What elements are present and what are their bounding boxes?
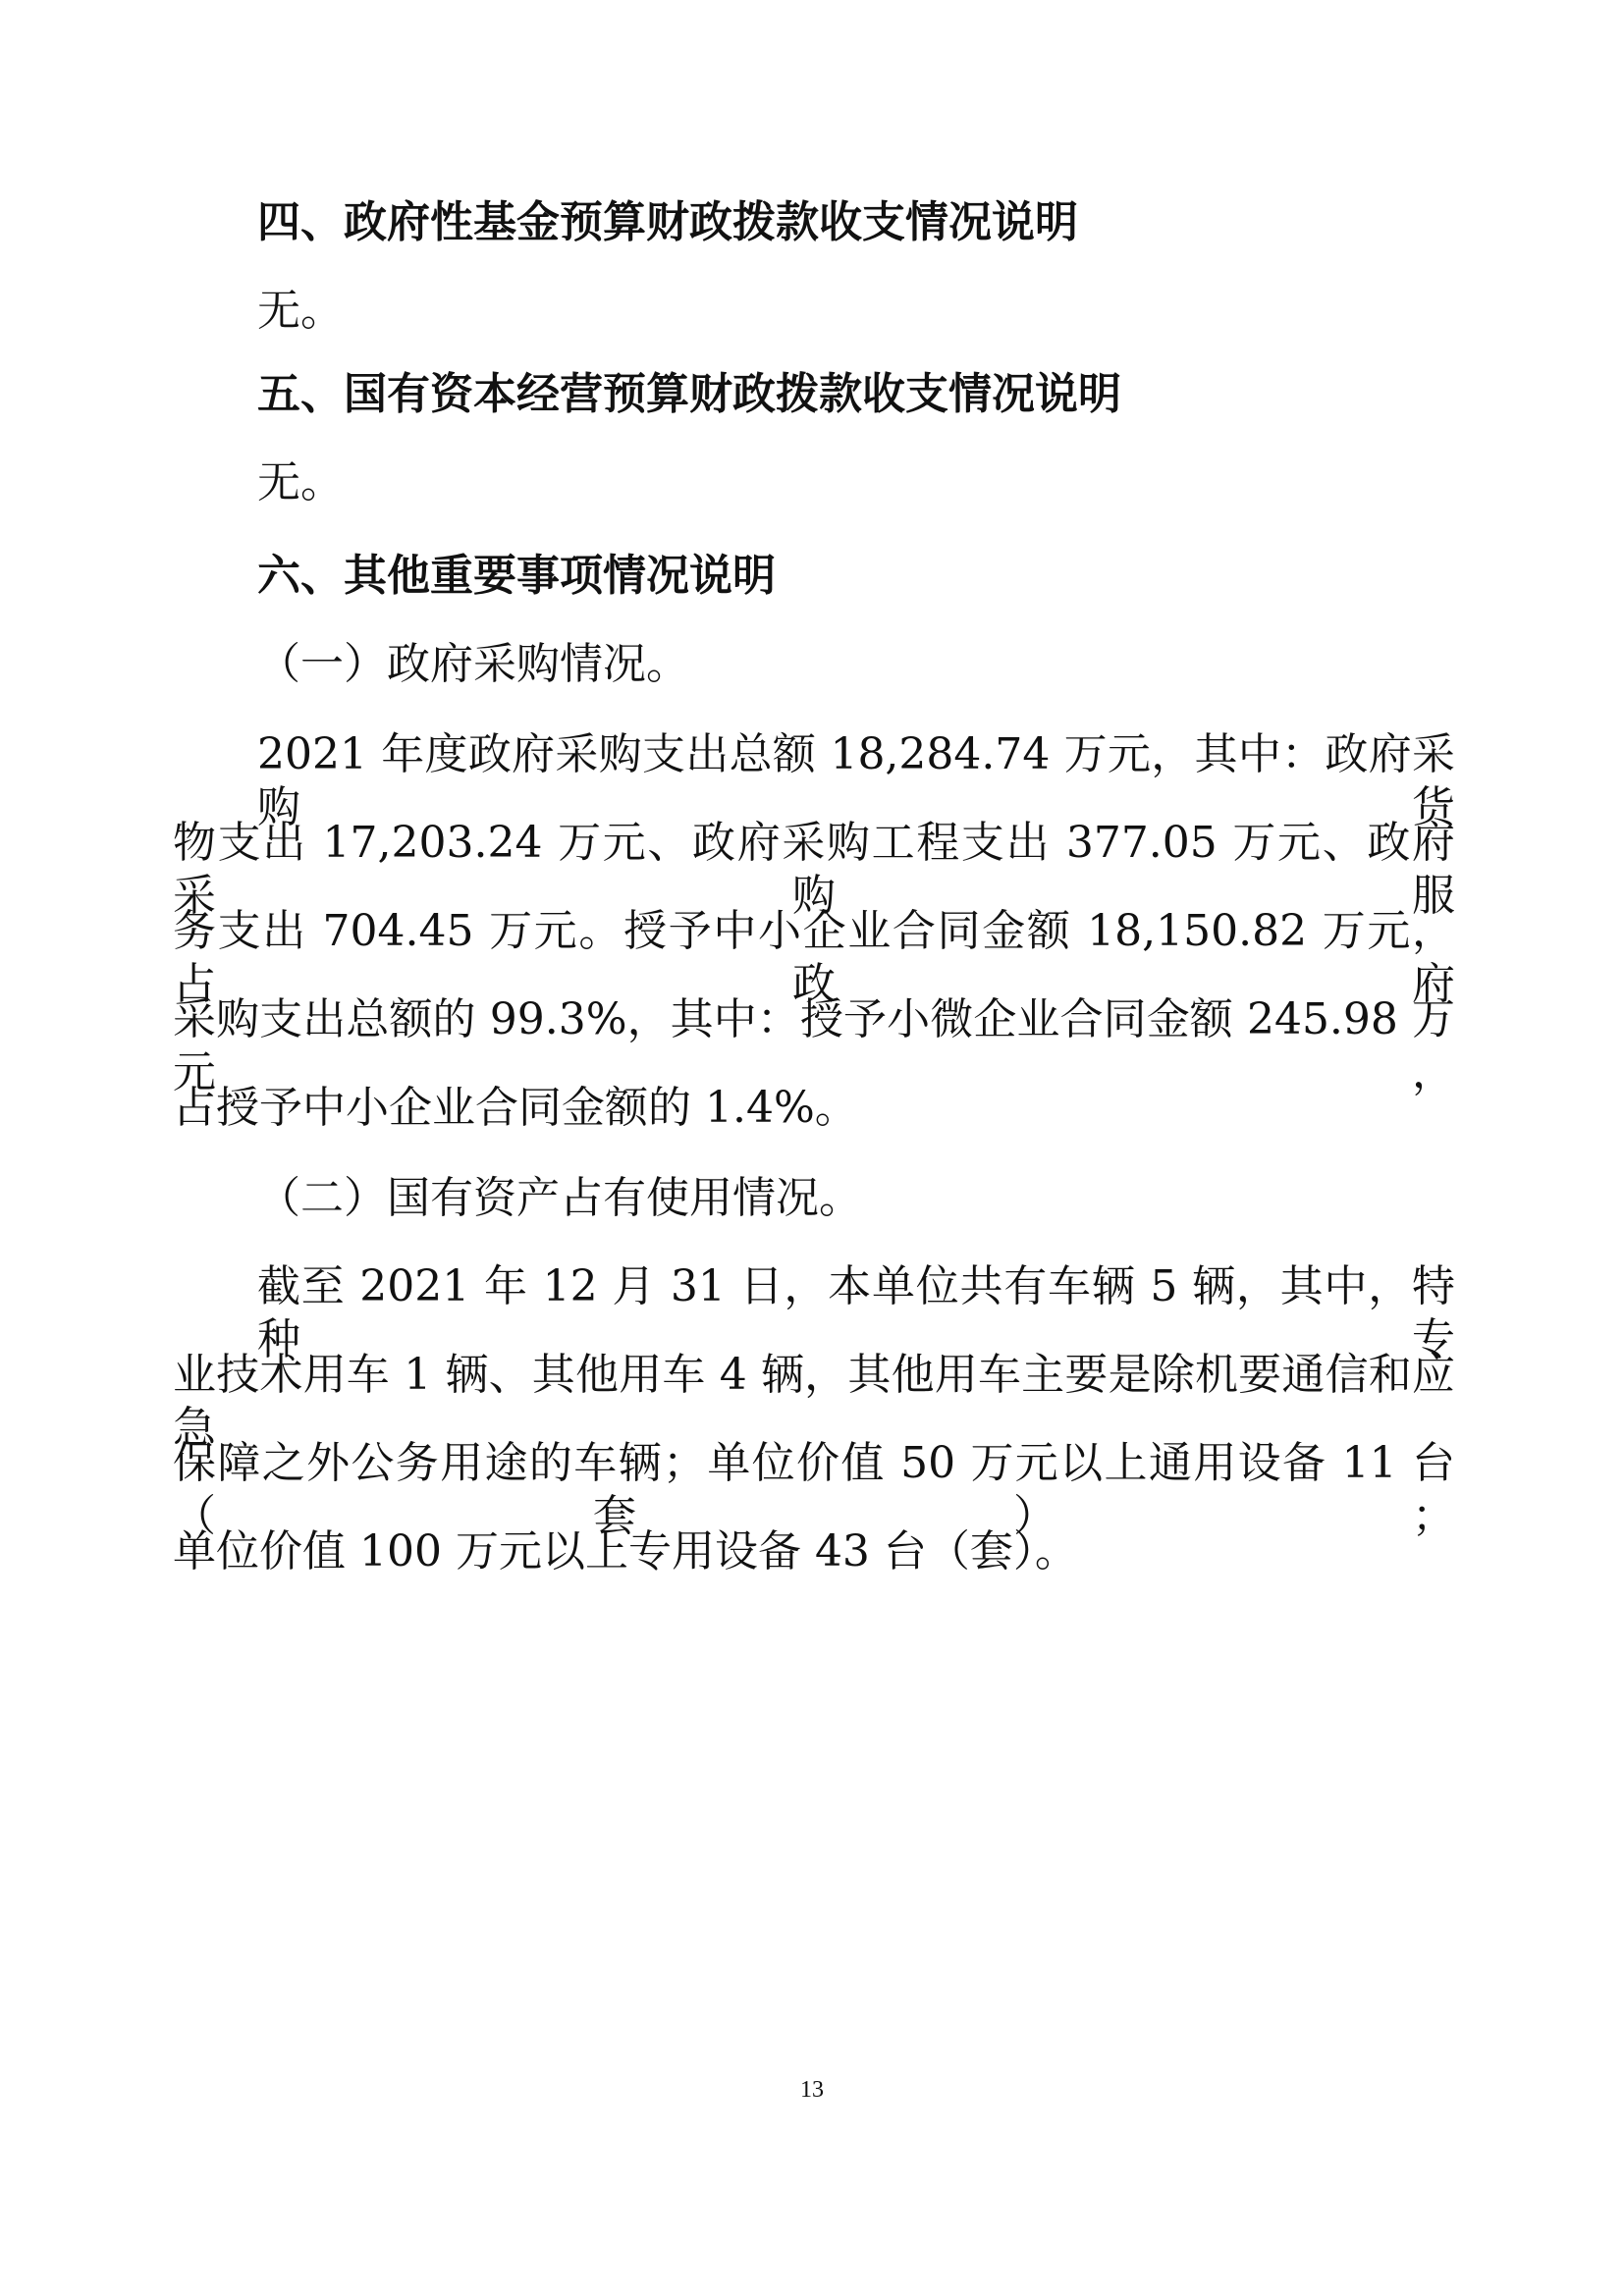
assets-line-4: 单位价值 100 万元以上专用设备 43 台（套）。	[173, 1526, 1078, 1576]
subsection-2-title: （二）国有资产占有使用情况。	[257, 1173, 862, 1223]
page-number: 13	[800, 2077, 824, 2103]
section-5-body: 无。	[257, 457, 344, 507]
procurement-line-2: 物支出 17,203.24 万元、政府采购工程支出 377.05 万元、政府采购服	[173, 818, 1455, 921]
procurement-line-1: 2021 年度政府采购支出总额 18,284.74 万元，其中：政府采购货	[257, 729, 1455, 832]
procurement-line-5: 占授予中小企业合同金额的 1.4%。	[173, 1083, 858, 1133]
subsection-1-title: （一）政府采购情况。	[257, 639, 689, 689]
assets-line-1: 截至 2021 年 12 月 31 日，本单位共有车辆 5 辆，其中，特种专	[257, 1261, 1455, 1364]
section-4-body: 无。	[257, 286, 344, 336]
assets-line-2: 业技术用车 1 辆、其他用车 4 辆，其他用车主要是除机要通信和应急	[173, 1350, 1455, 1453]
procurement-line-4: 采购支出总额的 99.3%，其中：授予小微企业合同金额 245.98 万元，	[173, 994, 1455, 1097]
section-6-heading: 六、其他重要事项情况说明	[257, 551, 776, 601]
assets-line-3: 保障之外公务用途的车辆；单位价值 50 万元以上通用设备 11 台（套）；	[173, 1438, 1455, 1541]
procurement-line-3: 务支出 704.45 万元。授予中小企业合同金额 18,150.82 万元，占政府	[173, 906, 1455, 1009]
section-4-heading: 四、政府性基金预算财政拨款收支情况说明	[257, 197, 1078, 247]
section-5-heading: 五、国有资本经营预算财政拨款收支情况说明	[257, 369, 1121, 419]
